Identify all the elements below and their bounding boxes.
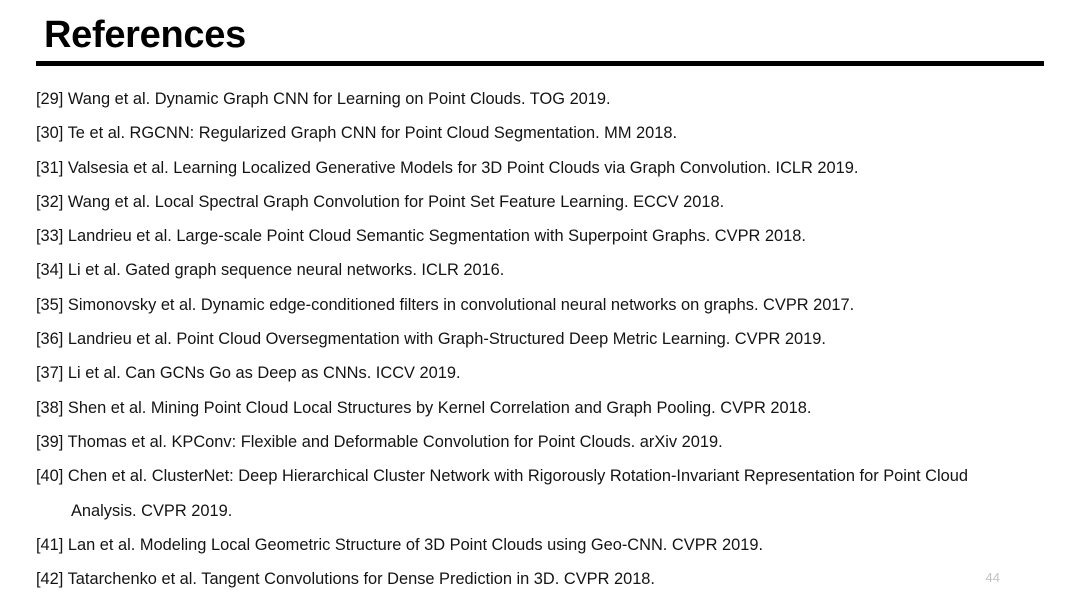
reference-number: [35]: [36, 295, 64, 314]
reference-item: [36, 391, 1036, 425]
reference-text: Lan et al. Modeling Local Geometric Structure of 3D Point Clouds using Geo-CNN. CVPR 2019.: [67, 535, 764, 554]
reference-number: [34]: [36, 261, 64, 280]
reference-number: [31]: [36, 158, 64, 177]
reference-item: [36, 116, 1036, 150]
reference-item: [36, 562, 1036, 596]
reference-item: [36, 288, 1036, 322]
reference-text: Shen et al. Mining Point Cloud Local Structures by Kernel Correlation and Graph Pooling. CVPR 2018.: [67, 398, 812, 417]
reference-item: [36, 425, 1036, 459]
reference-text: Li et al. Can GCNs Go as Deep as CNNs. ICCV 2019.: [67, 364, 461, 383]
reference-text: Li et al. Gated graph sequence neural networks. ICLR 2016.: [67, 261, 505, 280]
reference-number: [36]: [36, 330, 64, 349]
reference-number: [30]: [36, 124, 64, 143]
reference-number: [38]: [36, 398, 64, 417]
reference-number: [40]: [36, 467, 64, 486]
reference-text: Simonovsky et al. Dynamic edge-conditioned filters in convolutional neural networks on graphs. CVPR 2017.: [67, 295, 855, 314]
title-underline: [36, 61, 1044, 66]
reference-number: [39]: [36, 432, 64, 451]
reference-number: [37]: [36, 364, 64, 383]
reference-text: Thomas et al. KPConv: Flexible and Deformable Convolution for Point Clouds. arXiv 2019.: [67, 432, 723, 451]
reference-number: [32]: [36, 192, 64, 211]
reference-list: [36, 82, 1036, 596]
reference-item: [36, 151, 1036, 185]
reference-item: [36, 219, 1036, 253]
reference-text: Valsesia et al. Learning Localized Generative Models for 3D Point Clouds via Graph Convolution. ICLR 2019.: [67, 158, 859, 177]
reference-text: Landrieu et al. Point Cloud Oversegmentation with Graph-Structured Deep Metric Learning. CVPR 2019.: [67, 330, 826, 349]
reference-number: [41]: [36, 535, 64, 554]
reference-text: Wang et al. Local Spectral Graph Convolution for Point Set Feature Learning. ECCV 2018.: [67, 192, 725, 211]
reference-item: [36, 356, 1036, 390]
slide-title: References: [44, 14, 246, 56]
reference-number: [29]: [36, 90, 64, 108]
page-number: 44: [985, 570, 1000, 585]
reference-item: [36, 322, 1036, 356]
reference-number: [42]: [36, 570, 64, 589]
reference-text: Te et al. RGCNN: Regularized Graph CNN for Point Cloud Segmentation. MM 2018.: [67, 124, 678, 143]
reference-item: [36, 459, 1036, 528]
reference-text: Tatarchenko et al. Tangent Convolutions for Dense Prediction in 3D. CVPR 2018.: [67, 570, 655, 589]
reference-text: Landrieu et al. Large-scale Point Cloud Semantic Segmentation with Superpoint Graphs. CVPR 2018.: [67, 227, 806, 246]
reference-item: [36, 253, 1036, 287]
reference-item: [36, 82, 1036, 116]
reference-item: [36, 528, 1036, 562]
reference-text: Chen et al. ClusterNet: Deep Hierarchical Cluster Network with Rigorously Rotation-Invariant Representation for Point Cloud Analysis. CVPR 2019.: [67, 467, 968, 520]
reference-item: [36, 185, 1036, 219]
reference-text: Wang et al. Dynamic Graph CNN for Learning on Point Clouds. TOG 2019.: [67, 90, 611, 108]
reference-number: [33]: [36, 227, 64, 246]
